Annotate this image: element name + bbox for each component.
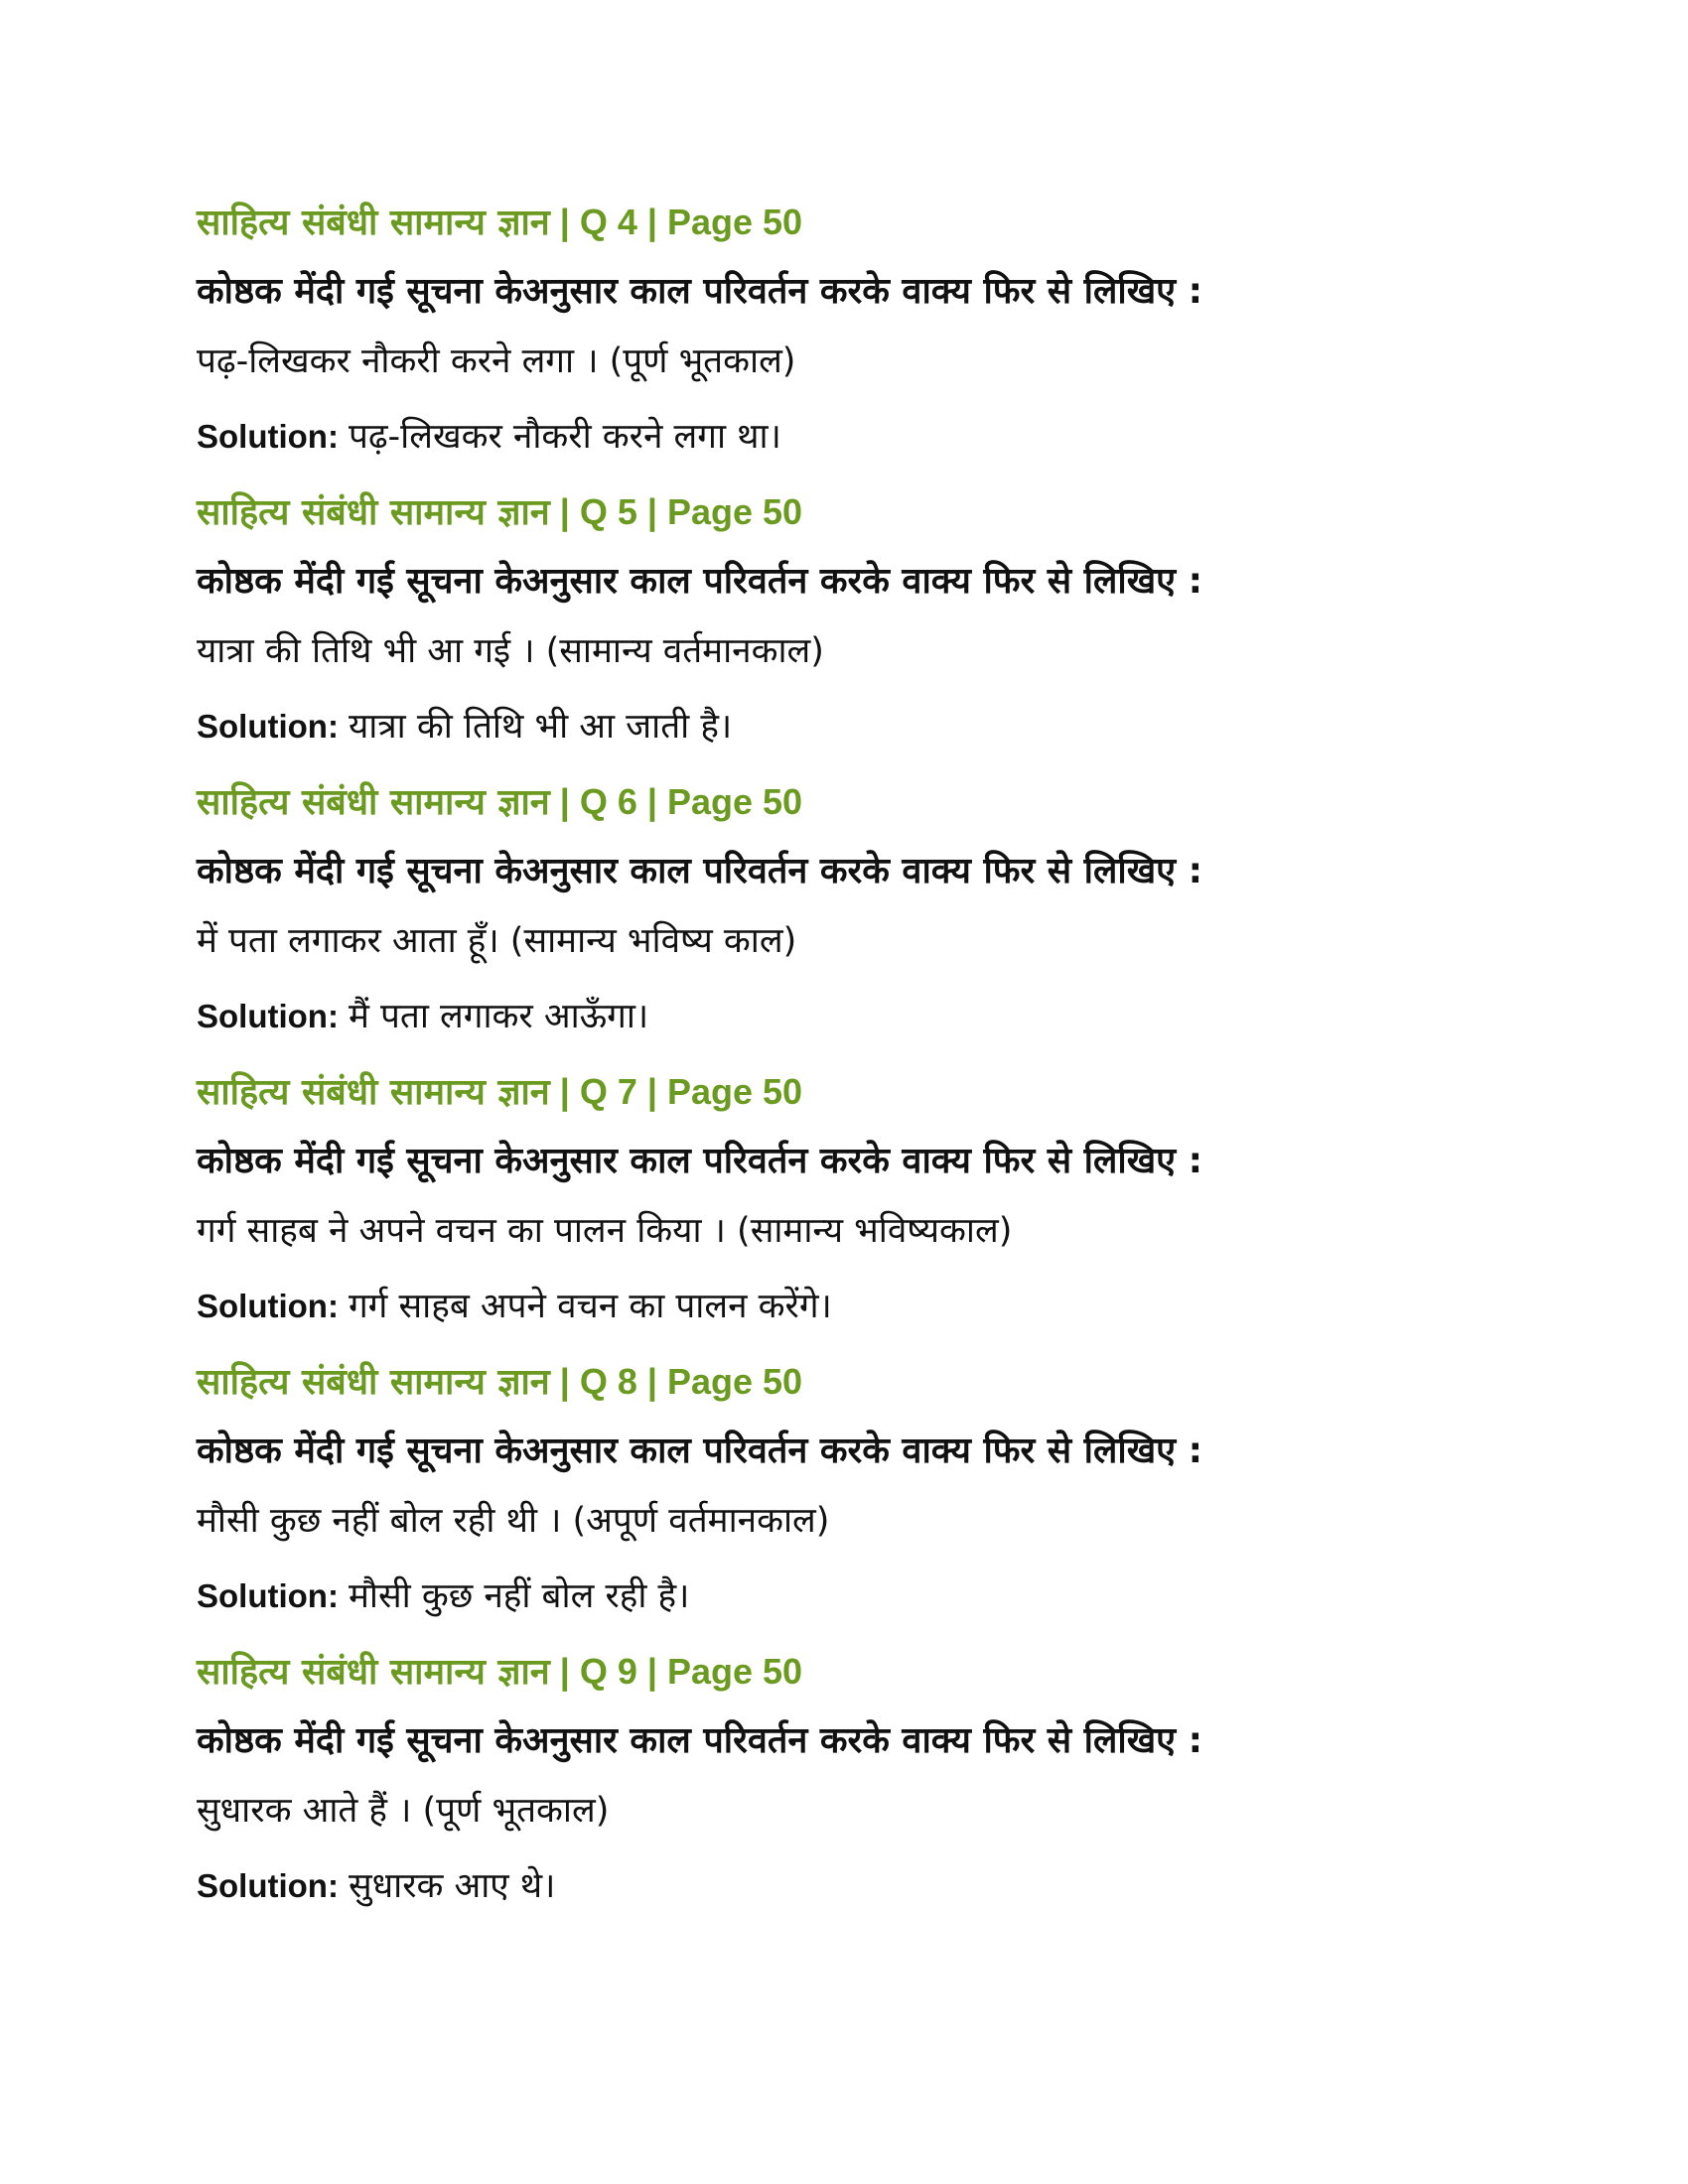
chapter-title: साहित्य संबंधी सामान्य ज्ञान: [197, 203, 550, 243]
solution-text: मैं पता लगाकर आऊँगा।: [348, 997, 649, 1036]
solution: [197, 703, 732, 751]
page-reference: Page 50: [666, 1651, 803, 1692]
solution-text: सुधारक आए थे।: [348, 1866, 556, 1906]
question-instruction: कोष्ठक मेंदी गई सूचना केअनुसार काल परिवर्तन करके वाक्य फिर से लिखिए :: [197, 1431, 1202, 1471]
question-block-q5: [197, 488, 1507, 778]
heading-separator: |: [549, 202, 580, 242]
question-heading: [197, 1068, 802, 1117]
question-block-q4: [197, 199, 1507, 488]
question-block-q7: [197, 1068, 1507, 1358]
chapter-title: साहित्य संबंधी सामान्य ज्ञान: [197, 782, 550, 823]
solution-text: मौसी कुछ नहीं बोल रही है।: [348, 1576, 690, 1616]
solution-label: Solution:: [197, 998, 339, 1034]
question-instruction: कोष्ठक मेंदी गई सूचना केअनुसार काल परिवर्तन करके वाक्य फिर से लिखिए :: [197, 561, 1202, 602]
question-text: मौसी कुछ नहीं बोल रही थी । (अपूर्ण वर्तमानकाल): [197, 1501, 830, 1541]
page-reference: Page 50: [666, 491, 803, 532]
heading-separator: |: [636, 781, 667, 822]
question-text: यात्रा की तिथि भी आ गई । (सामान्य वर्तमानकाल): [197, 631, 824, 671]
heading-separator: |: [549, 1071, 580, 1112]
question-number: Q 4: [579, 202, 637, 242]
question-number: Q 5: [579, 491, 637, 532]
solution: [197, 1572, 689, 1620]
page-reference: Page 50: [666, 202, 803, 242]
heading-separator: |: [636, 1651, 667, 1692]
question-text: में पता लगाकर आता हूँ। (सामान्य भविष्य काल): [197, 921, 797, 961]
question-heading: [197, 199, 802, 247]
question-text: सुधारक आते हैं । (पूर्ण भूतकाल): [197, 1791, 610, 1831]
question-number: Q 9: [579, 1651, 637, 1692]
question-heading: [197, 1358, 802, 1407]
page-reference: Page 50: [666, 1361, 803, 1402]
chapter-title: साहित्य संबंधी सामान्य ज्ञान: [197, 1072, 550, 1113]
heading-separator: |: [636, 491, 667, 532]
solution: [197, 1283, 832, 1330]
question-instruction: कोष्ठक मेंदी गई सूचना केअनुसार काल परिवर्तन करके वाक्य फिर से लिखिए :: [197, 851, 1202, 891]
heading-separator: |: [549, 1361, 580, 1402]
solution: [197, 1862, 555, 1910]
question-block-q8: [197, 1358, 1507, 1648]
solution-text: पढ़-लिखकर नौकरी करने लगा था।: [348, 417, 781, 457]
question-heading: [197, 1648, 802, 1697]
question-instruction: कोष्ठक मेंदी गई सूचना केअनुसार काल परिवर्तन करके वाक्य फिर से लिखिए :: [197, 1720, 1202, 1761]
question-instruction: कोष्ठक मेंदी गई सूचना केअनुसार काल परिवर्तन करके वाक्य फिर से लिखिए :: [197, 271, 1202, 312]
question-block-q9: [197, 1648, 1507, 1938]
question-heading: [197, 488, 802, 537]
solution-text: गर्ग साहब अपने वचन का पालन करेंगे।: [348, 1287, 832, 1326]
question-text: पढ़-लिखकर नौकरी करने लगा । (पूर्ण भूतकाल): [197, 341, 796, 381]
solution: [197, 993, 648, 1040]
question-number: Q 7: [579, 1071, 637, 1112]
heading-separator: |: [549, 491, 580, 532]
heading-separator: |: [636, 202, 667, 242]
question-instruction: कोष्ठक मेंदी गई सूचना केअनुसार काल परिवर्तन करके वाक्य फिर से लिखिए :: [197, 1141, 1202, 1181]
question-block-q6: [197, 778, 1507, 1068]
chapter-title: साहित्य संबंधी सामान्य ज्ञान: [197, 1652, 550, 1693]
chapter-title: साहित्य संबंधी सामान्य ज्ञान: [197, 492, 550, 533]
heading-separator: |: [636, 1361, 667, 1402]
question-text: गर्ग साहब ने अपने वचन का पालन किया । (सामान्य भविष्यकाल): [197, 1211, 1013, 1251]
page-reference: Page 50: [666, 781, 803, 822]
solution-label: Solution:: [197, 1577, 339, 1614]
document-body: [197, 199, 1507, 1938]
page-reference: Page 50: [666, 1071, 803, 1112]
heading-separator: |: [636, 1071, 667, 1112]
heading-separator: |: [549, 1651, 580, 1692]
solution-text: यात्रा की तिथि भी आ जाती है।: [348, 707, 733, 747]
solution-label: Solution:: [197, 418, 339, 455]
question-number: Q 6: [579, 781, 637, 822]
chapter-title: साहित्य संबंधी सामान्य ज्ञान: [197, 1362, 550, 1403]
heading-separator: |: [549, 781, 580, 822]
question-number: Q 8: [579, 1361, 637, 1402]
solution: [197, 413, 781, 461]
solution-label: Solution:: [197, 708, 339, 745]
solution-label: Solution:: [197, 1288, 339, 1324]
question-heading: [197, 778, 802, 827]
solution-label: Solution:: [197, 1867, 339, 1904]
